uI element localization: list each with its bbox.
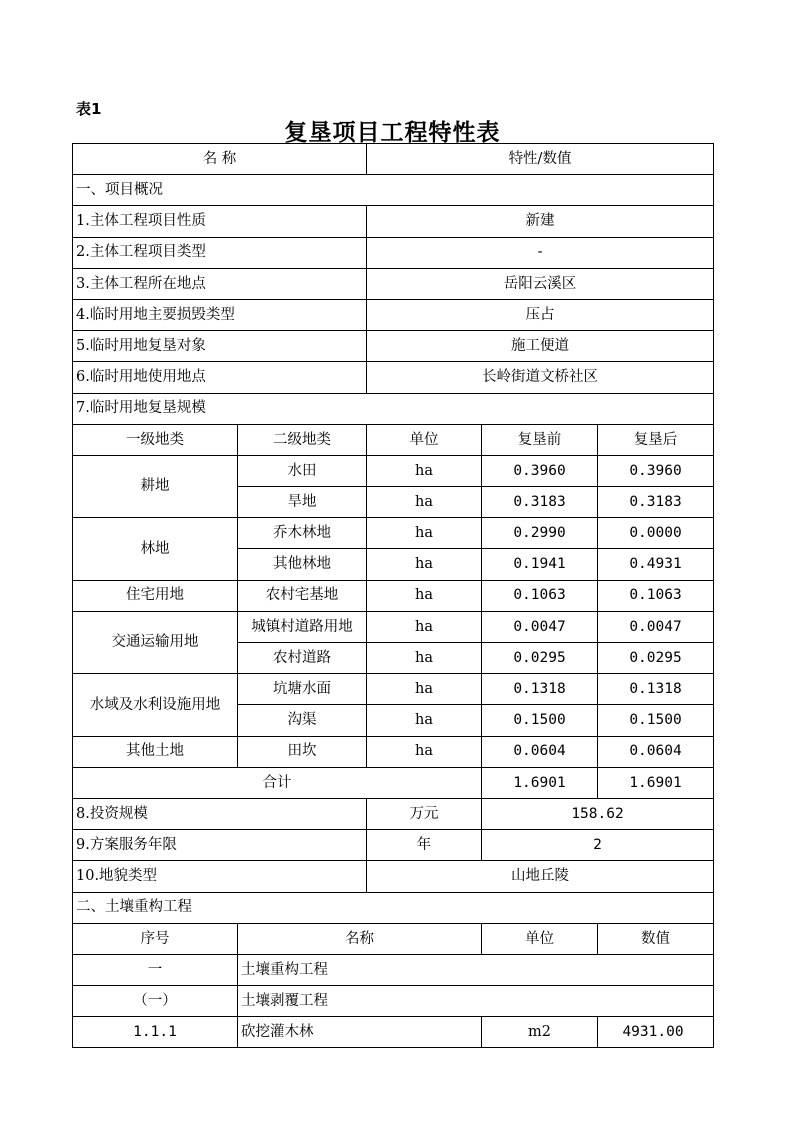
land-level1: 住宅用地 xyxy=(73,580,238,611)
info-label: 6.临时用地使用地点 xyxy=(73,362,367,393)
land-before: 0.2990 xyxy=(482,518,598,549)
works-row xyxy=(73,1017,714,1048)
works-value: 4931.00 xyxy=(598,1017,714,1048)
land-before: 0.0047 xyxy=(482,611,598,642)
works-row xyxy=(73,986,714,1017)
land-unit: ha xyxy=(367,736,482,767)
works-header-row xyxy=(73,923,714,954)
landform-value: 山地丘陵 xyxy=(367,861,714,892)
info-value: 新建 xyxy=(367,206,714,237)
service-years-value: 2 xyxy=(482,830,714,861)
land-level2: 坑塘水面 xyxy=(238,674,367,705)
land-after: 0.3960 xyxy=(598,455,714,486)
land-level1: 其他土地 xyxy=(73,736,238,767)
land-row xyxy=(73,518,714,549)
land-level2: 农村道路 xyxy=(238,643,367,674)
works-header-name: 名称 xyxy=(238,923,482,954)
info-label: 1.主体工程项目性质 xyxy=(73,206,367,237)
land-unit: ha xyxy=(367,611,482,642)
investment-unit: 万元 xyxy=(367,798,482,829)
info-row xyxy=(73,206,714,237)
land-level2: 其他林地 xyxy=(238,549,367,580)
landform-row xyxy=(73,861,714,892)
land-before: 0.0295 xyxy=(482,643,598,674)
service-years-unit: 年 xyxy=(367,830,482,861)
land-header-unit: 单位 xyxy=(367,424,482,455)
land-after: 0.4931 xyxy=(598,549,714,580)
land-row xyxy=(73,455,714,486)
info-label: 5.临时用地复垦对象 xyxy=(73,331,367,362)
land-before: 0.1941 xyxy=(482,549,598,580)
land-header-level1: 一级地类 xyxy=(73,424,238,455)
land-unit: ha xyxy=(367,549,482,580)
works-seq: 一 xyxy=(73,954,238,985)
land-unit: ha xyxy=(367,580,482,611)
section-row xyxy=(73,892,714,923)
land-after: 0.0295 xyxy=(598,643,714,674)
landform-label: 10.地貌类型 xyxy=(73,861,367,892)
land-after: 0.0047 xyxy=(598,611,714,642)
land-row xyxy=(73,580,714,611)
land-level2: 乔木林地 xyxy=(238,518,367,549)
land-after: 0.3183 xyxy=(598,487,714,518)
land-row xyxy=(73,611,714,642)
service-years-label: 9.方案服务年限 xyxy=(73,830,367,861)
land-after: 0.0000 xyxy=(598,518,714,549)
total-label: 合计 xyxy=(73,767,482,798)
works-name: 土壤剥覆工程 xyxy=(238,986,714,1017)
land-after: 0.1318 xyxy=(598,674,714,705)
land-before: 0.3960 xyxy=(482,455,598,486)
info-value: 施工便道 xyxy=(367,331,714,362)
total-before: 1.6901 xyxy=(482,767,598,798)
land-unit: ha xyxy=(367,643,482,674)
land-level1: 水域及水利设施用地 xyxy=(73,674,238,736)
land-before: 0.3183 xyxy=(482,487,598,518)
table-label: 表1 xyxy=(76,100,102,118)
header-value: 特性/数值 xyxy=(367,144,714,175)
works-name: 土壤重构工程 xyxy=(238,954,714,985)
investment-value: 158.62 xyxy=(482,798,714,829)
land-level2: 田坎 xyxy=(238,736,367,767)
info-label: 2.主体工程项目类型 xyxy=(73,237,367,268)
scale-label: 7.临时用地复垦规模 xyxy=(73,393,714,424)
info-value: - xyxy=(367,237,714,268)
info-value: 压占 xyxy=(367,299,714,330)
total-after: 1.6901 xyxy=(598,767,714,798)
works-header-value: 数值 xyxy=(598,923,714,954)
land-level2: 城镇村道路用地 xyxy=(238,611,367,642)
land-unit: ha xyxy=(367,487,482,518)
section-row xyxy=(73,175,714,206)
land-unit: ha xyxy=(367,455,482,486)
land-before: 0.1063 xyxy=(482,580,598,611)
land-header-row xyxy=(73,424,714,455)
works-name: 砍挖灌木林 xyxy=(238,1017,482,1048)
land-level1: 交通运输用地 xyxy=(73,611,238,673)
works-unit: m2 xyxy=(482,1017,598,1048)
land-level1: 林地 xyxy=(73,518,238,580)
total-row xyxy=(73,767,714,798)
info-label: 4.临时用地主要损毁类型 xyxy=(73,299,367,330)
land-row xyxy=(73,674,714,705)
land-level1: 耕地 xyxy=(73,455,238,517)
land-header-level2: 二级地类 xyxy=(238,424,367,455)
document-title: 复垦项目工程特性表 xyxy=(284,120,501,146)
land-level2: 旱地 xyxy=(238,487,367,518)
section-soil: 二、土壤重构工程 xyxy=(73,892,714,923)
info-row xyxy=(73,268,714,299)
works-seq: 1.1.1 xyxy=(73,1017,238,1048)
land-after: 0.0604 xyxy=(598,736,714,767)
land-header-after: 复垦后 xyxy=(598,424,714,455)
land-unit: ha xyxy=(367,518,482,549)
info-row xyxy=(73,331,714,362)
land-before: 0.0604 xyxy=(482,736,598,767)
info-label: 3.主体工程所在地点 xyxy=(73,268,367,299)
land-level2: 水田 xyxy=(238,455,367,486)
service-years-row xyxy=(73,830,714,861)
scale-row xyxy=(73,393,714,424)
land-before: 0.1318 xyxy=(482,674,598,705)
section-overview: 一、项目概况 xyxy=(73,175,714,206)
land-header-before: 复垦前 xyxy=(482,424,598,455)
info-row xyxy=(73,299,714,330)
info-row xyxy=(73,237,714,268)
land-level2: 农村宅基地 xyxy=(238,580,367,611)
works-header-unit: 单位 xyxy=(482,923,598,954)
header-name: 名 称 xyxy=(73,144,367,175)
works-row xyxy=(73,954,714,985)
land-row xyxy=(73,736,714,767)
info-value: 岳阳云溪区 xyxy=(367,268,714,299)
land-level2: 沟渠 xyxy=(238,705,367,736)
investment-row xyxy=(73,798,714,829)
info-row xyxy=(73,362,714,393)
spec-table xyxy=(72,143,714,1048)
land-unit: ha xyxy=(367,674,482,705)
header-row xyxy=(73,144,714,175)
land-unit: ha xyxy=(367,705,482,736)
land-before: 0.1500 xyxy=(482,705,598,736)
works-header-seq: 序号 xyxy=(73,923,238,954)
land-after: 0.1063 xyxy=(598,580,714,611)
info-value: 长岭街道文桥社区 xyxy=(367,362,714,393)
land-after: 0.1500 xyxy=(598,705,714,736)
works-seq: （一） xyxy=(73,986,238,1017)
investment-label: 8.投资规模 xyxy=(73,798,367,829)
